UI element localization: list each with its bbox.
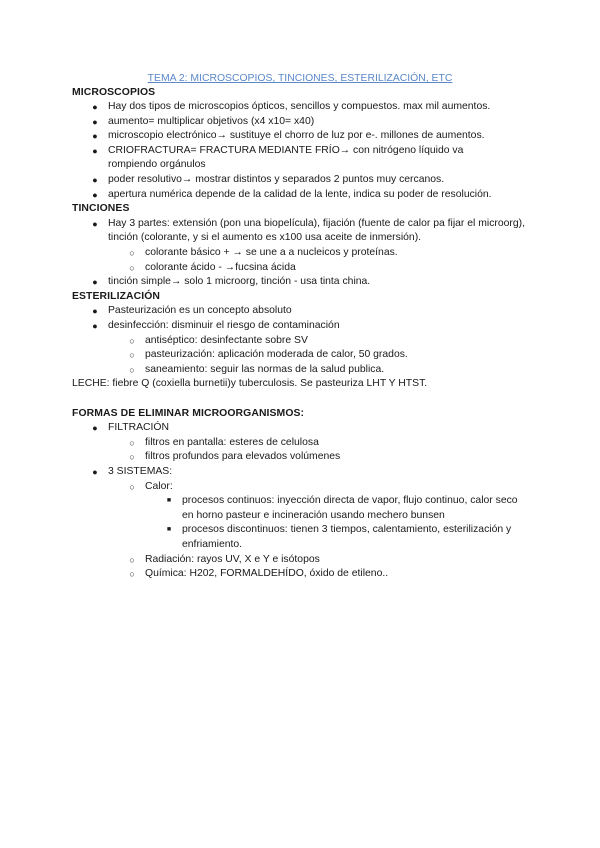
bullet-circle-icon: ○ xyxy=(129,364,135,375)
heading-formas: FORMAS DE ELIMINAR MICROORGANISMOS: xyxy=(72,407,305,419)
list-item: ● Pasteurización es un concepto absoluto xyxy=(72,304,532,319)
list-item: ■ procesos discontinuos: tienen 3 tiempos, calentamiento, esterilización y enfriamiento. xyxy=(72,523,532,552)
bullet-disc-icon: ● xyxy=(92,175,98,186)
list-item: ● Hay 3 partes: extensión (pon una biopelícula), fijación (fuente de calor pa fijar el microorg), tinción (colorante, y si el aumento es x100 usa aceite de inmersión). xyxy=(72,217,532,246)
list-item: ○ colorante básico + → se une a a nucleicos y proteínas. xyxy=(72,246,532,261)
bullet-circle-icon: ○ xyxy=(129,452,135,463)
bullet-disc-icon: ● xyxy=(92,131,98,142)
bullet-circle-icon: ○ xyxy=(129,262,135,273)
heading-esterilizacion: ESTERILIZACIÓN xyxy=(72,290,160,302)
bullet-disc-icon: ● xyxy=(92,466,98,477)
list-item: ● desinfección: disminuir el riesgo de contaminación xyxy=(72,319,532,334)
bullet-circle-icon: ○ xyxy=(129,569,135,580)
bullet-disc-icon: ● xyxy=(92,189,98,200)
list-item: ● microscopio electrónico→ sustituye el chorro de luz por e-. millones de aumentos. xyxy=(72,129,532,144)
bullet-disc-icon: ● xyxy=(92,145,98,156)
list-item: ● tinción simple→ solo 1 microorg, tinción - usa tinta china. xyxy=(72,275,532,290)
list-item: ○ pasteurización: aplicación moderada de calor, 50 grados. xyxy=(72,348,532,363)
document-title[interactable]: TEMA 2: MICROSCOPIOS, TINCIONES, ESTERILIZACIÓN, ETC xyxy=(147,73,453,84)
list-item: ● Hay dos tipos de microscopios ópticos, sencillos y compuestos. max mil aumentos. xyxy=(72,100,532,115)
bullet-circle-icon: ○ xyxy=(129,437,135,448)
list-item: ○ filtros en pantalla: esteres de celulosa xyxy=(72,436,532,451)
list-item: ○ Radiación: rayos UV, X e Y e isótopos xyxy=(72,553,532,568)
bullet-disc-icon: ● xyxy=(92,102,98,113)
bullet-disc-icon: ● xyxy=(92,218,98,229)
blank-line xyxy=(72,392,532,407)
bullet-disc-icon: ● xyxy=(92,306,98,317)
list-item: ● aumento= multiplicar objetivos (x4 x10= x40) xyxy=(72,115,532,130)
list-item: ○ colorante ácido - →fucsina ácida xyxy=(72,261,532,276)
leche-paragraph: LECHE: fiebre Q (coxiella burnetii)y tuberculosis. Se pasteuriza LHT Y HTST. xyxy=(72,378,428,390)
bullet-disc-icon: ● xyxy=(92,116,98,127)
list-item: ○ filtros profundos para elevados volúmenes xyxy=(72,450,532,465)
bullet-square-icon: ■ xyxy=(166,497,172,505)
list-item: ○ saneamiento: seguir las normas de la salud publica. xyxy=(72,363,532,378)
list-item: ● poder resolutivo→ mostrar distintos y separados 2 puntos muy cercanos. xyxy=(72,173,532,188)
list-item: ● CRIOFRACTURA= FRACTURA MEDIANTE FRÍO→ con nitrógeno líquido va rompiendo orgánulos xyxy=(72,144,498,173)
list-item: ● FILTRACIÓN xyxy=(72,421,532,436)
bullet-disc-icon: ● xyxy=(92,277,98,288)
list-item: ○ antiséptico: desinfectante sobre SV xyxy=(72,334,532,349)
bullet-circle-icon: ○ xyxy=(129,554,135,565)
list-item: ○ Química: H202, FORMALDEHÍDO, óxido de etileno.. xyxy=(72,567,532,582)
heading-tinciones: TINCIONES xyxy=(72,203,130,215)
list-item: ● 3 SISTEMAS: xyxy=(72,465,532,480)
bullet-disc-icon: ● xyxy=(92,321,98,331)
bullet-disc-icon: ● xyxy=(92,423,98,434)
list-item: ○ Calor: xyxy=(72,480,532,495)
bullet-circle-icon: ○ xyxy=(129,481,135,492)
list-item: ● apertura numérica depende de la calidad de la lente, indica su poder de resolución. xyxy=(72,188,532,203)
list-item: ■ procesos continuos: inyección directa de vapor, flujo continuo, calor seco en horno pasteur e incineración usando mechero bunsen xyxy=(72,494,532,523)
document-body xyxy=(72,86,532,582)
heading-microscopios: MICROSCOPIOS xyxy=(72,86,156,98)
bullet-circle-icon: ○ xyxy=(129,248,135,259)
bullet-circle-icon: ○ xyxy=(129,350,135,361)
bullet-circle-icon: ○ xyxy=(129,335,135,346)
bullet-square-icon: ■ xyxy=(166,526,172,534)
